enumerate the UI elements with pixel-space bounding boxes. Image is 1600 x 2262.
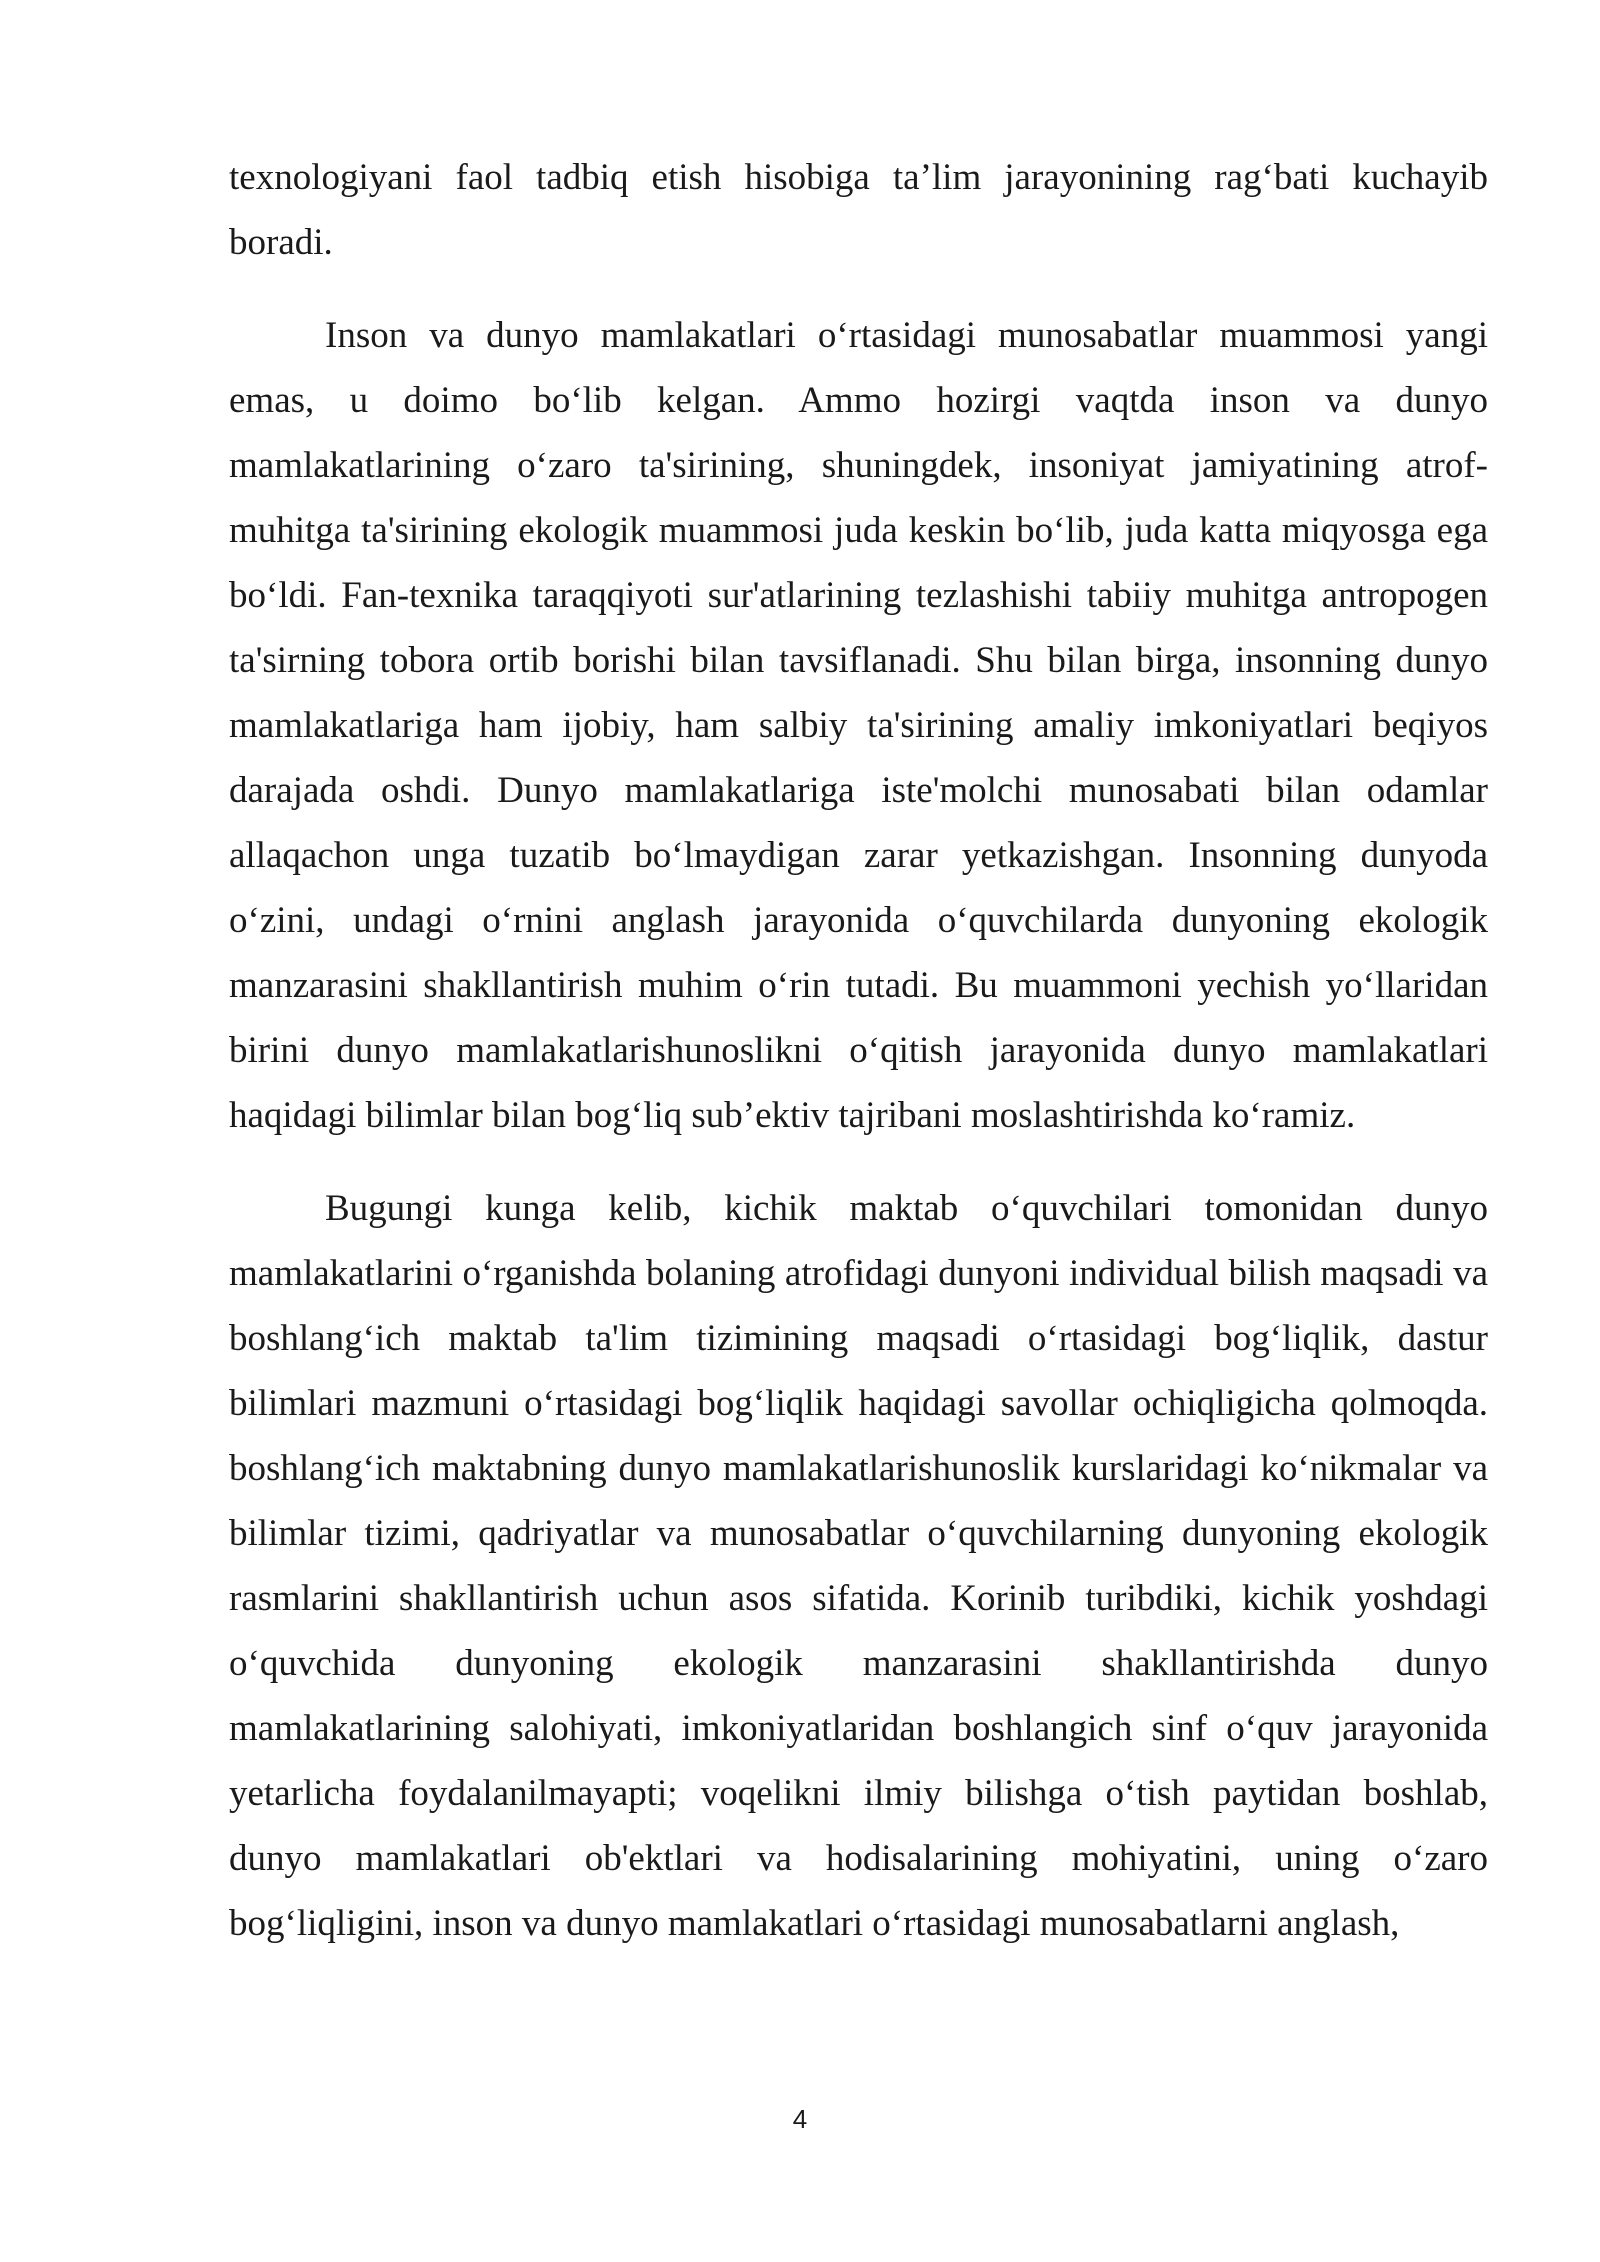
body-text [229, 145, 1488, 1956]
paragraph-inson-va-dunyo: Inson va dunyo mamlakatlari o‘rtasidagi munosabatlar muammosi yangi emas, u doimo bo‘lib kelgan. Ammo hozirgi vaqtda inson va dunyo mamlakatlarining o‘zaro ta'sirining, shuningdek, insoniyat jamiyatining atrof-muhitga ta'sirining ekologik muammosi juda keskin bo‘lib, juda katta miqyosga ega bo‘ldi. Fan-texnika taraqqiyoti sur'atlarining tezlashishi tabiiy muhitga antropogen ta'sirning tobora ortib borishi bilan tavsiflanadi. Shu bilan birga, insonning dunyo mamlakatlariga ham ijobiy, ham salbiy ta'sirining amaliy imkoniyatlari beqiyos darajada oshdi. Dunyo mamlakatlariga iste'molchi munosabati bilan odamlar allaqachon unga tuzatib bo‘lmaydigan zarar yetkazishgan. Insonning dunyoda o‘zini, undagi o‘rnini anglash jarayonida o‘quvchilarda dunyoning ekologik manzarasini shakllantirish muhim o‘rin tutadi. Bu muammoni yechish yo‘llaridan birini dunyo mamlakatlarishunoslikni o‘qitish jarayonida dunyo mamlakatlari haqidagi bilimlar bilan bog‘liq sub’ektiv tajribani moslashtirishda ko‘ramiz. [229, 315, 1488, 1136]
paragraph-continuation: texnologiyani faol tadbiq etish hisobiga ta’lim jarayonining rag‘bati kuchayib boradi. [229, 157, 1488, 263]
paragraph-bugungi-kunga: Bugungi kunga kelib, kichik maktab o‘quvchilari tomonidan dunyo mamlakatlarini o‘rganishda bolaning atrofidagi dunyoni individual bilish maqsadi va boshlang‘ich maktab ta'lim tizimining maqsadi o‘rtasidagi bog‘liqlik, dastur bilimlari mazmuni o‘rtasidagi bog‘liqlik haqidagi savollar ochiqligicha qolmoqda. boshlang‘ich maktabning dunyo mamlakatlarishunoslik kurslaridagi ko‘nikmalar va bilimlar tizimi, qadriyatlar va munosabatlar o‘quvchilarning dunyoning ekologik rasmlarini shakllantirish uchun asos sifatida. Korinib turibdiki, kichik yoshdagi o‘quvchida dunyoning ekologik manzarasini shakllantirishda dunyo mamlakatlarining salohiyati, imkoniyatlaridan boshlangich sinf o‘quv jarayonida yetarlicha foydalanilmayapti; voqelikni ilmiy bilishga o‘tish paytidan boshlab, dunyo mamlakatlari ob'ektlari va hodisalarining mohiyatini, uning o‘zaro bog‘liqligini, inson va dunyo mamlakatlari o‘rtasidagi munosabatlarni anglash, [229, 1188, 1488, 1944]
page-number: 4 [792, 2104, 808, 2134]
